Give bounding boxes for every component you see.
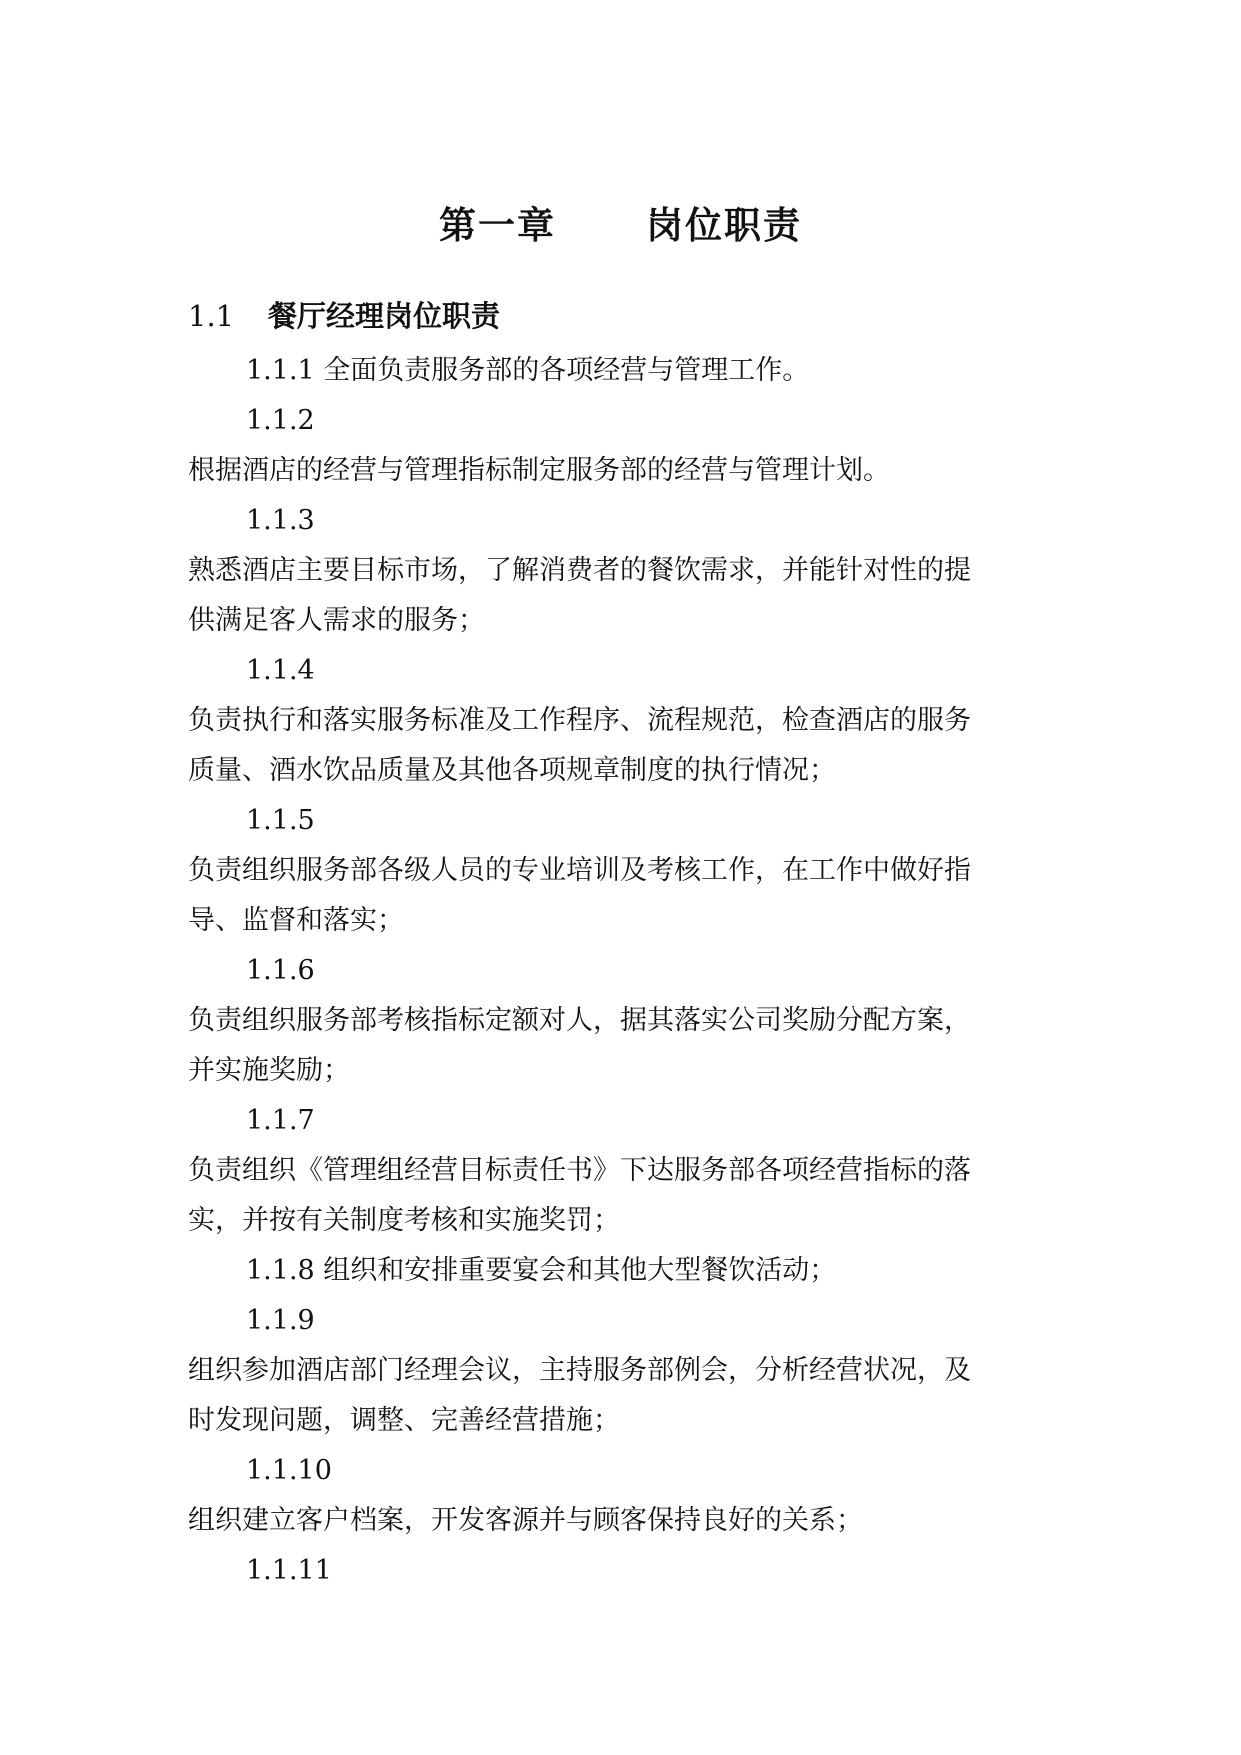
clause-number-line: 1.1.7 [246,1105,315,1136]
clause-number-line: 1.1.10 [246,1455,332,1486]
clause-text-line: 负责执行和落实服务标准及工作程序、流程规范，检查酒店的服务 [188,705,971,736]
clause-number-line: 1.1.3 [246,505,315,536]
chapter-title [0,200,1241,250]
clause-text-line: 导、监督和落实； [188,905,404,936]
clause-number-line: 1.1.5 [246,805,315,836]
clause-number-line: 1.1.11 [246,1555,332,1586]
clause-text-line: 根据酒店的经营与管理指标制定服务部的经营与管理计划。 [188,455,890,486]
clause-number-line: 1.1.8 组织和安排重要宴会和其他大型餐饮活动； [246,1255,837,1286]
section-title: 餐厅经理岗位职责 [268,299,501,333]
clause-number-line: 1.1.2 [246,405,315,436]
clause-text-line: 质量、酒水饮品质量及其他各项规章制度的执行情况； [188,755,836,786]
clause-text-line: 熟悉酒店主要目标市场，了解消费者的餐饮需求，并能针对性的提 [188,555,971,586]
clause-text-line: 负责组织服务部各级人员的专业培训及考核工作，在工作中做好指 [188,855,971,886]
clause-text-line: 时发现问题，调整、完善经营措施； [188,1405,620,1436]
clause-text-line: 供满足客人需求的服务； [188,605,485,636]
clause-number-line: 1.1.9 [246,1305,315,1336]
clause-text-line: 并实施奖励； [188,1055,350,1086]
clause-number-line: 1.1.4 [246,655,315,686]
clause-number-line: 1.1.1 全面负责服务部的各项经营与管理工作。 [246,355,810,386]
section-content [188,346,1068,1596]
clause-number-line: 1.1.6 [246,955,315,986]
clause-text-line: 组织建立客户档案，开发客源并与顾客保持良好的关系； [188,1505,863,1536]
clause-text-line: 负责组织服务部考核指标定额对人，据其落实公司奖励分配方案， [188,1005,971,1036]
clause-text-line: 组织参加酒店部门经理会议，主持服务部例会，分析经营状况，及 [188,1355,971,1386]
chapter-name: 岗位职责 [646,203,802,247]
clause-text-line: 负责组织《管理组经营目标责任书》下达服务部各项经营指标的落 [188,1155,971,1186]
section-number: 1.1 [188,299,235,333]
clause-text-line: 实，并按有关制度考核和实施奖罚； [188,1205,620,1236]
section-heading [188,296,500,336]
chapter-number: 第一章 [439,203,556,247]
